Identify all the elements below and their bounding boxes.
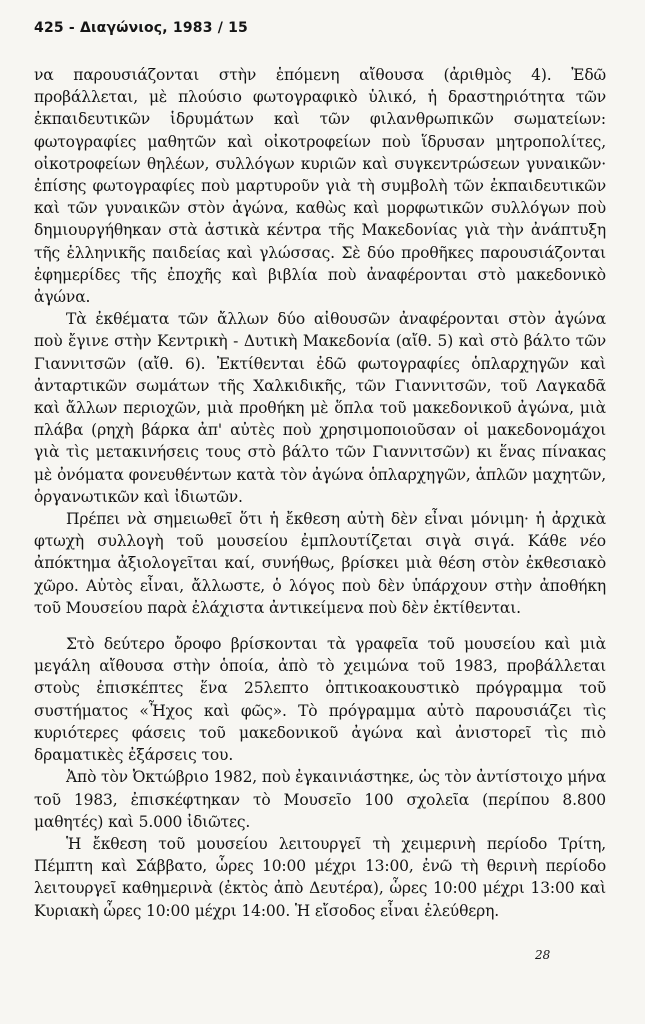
paragraph: να παρουσιάζονται στὴν ἑπόμενη αἴθουσα (ἀριθμὸς 4). Ἐδῶ προβάλλεται, μὲ πλούσιο φωτογραφικὸ ὑλικό, ἡ δραστηριότητα τῶν ἐκπαιδευτικῶν ἱδρυμάτων καὶ τῶν φιλανθρωπικῶν σωματείων: φωτογραφίες μαθητῶν καὶ οἰκοτροφείων ποὺ ἵδρυσαν μητροπολίτες, οἰκοτροφείων θηλέων, συλλόγων κυριῶν καὶ συγκεντρώσεων γυναικῶν· ἐπίσης φωτογραφίες ποὺ μαρτυροῦν γιὰ τὴ συμβολὴ τῶν ἐκπαιδευτικῶν καὶ τῶν γυναικῶν στὸν ἀγώνα, καθὼς καὶ μορφωτικῶν συλλόγων ποὺ δημιουργήθηκαν στὰ ἀστικὰ κέντρα τῆς Μακεδονίας γιὰ τὴν ἀνάπτυξη τῆς ἑλληνικῆς παιδείας καὶ γλώσσας. Σὲ δύο προθῆκες παρουσιάζονται ἐφημερίδες τῆς ἐποχῆς καὶ βιβλία ποὺ ἀναφέρονται στὸ μακεδονικὸ ἀγώνα. [34,66,606,307]
paragraph: Ἀπὸ τὸν Ὀκτώβριο 1982, ποὺ ἐγκαινιάστηκε, ὡς τὸν ἀντίστοιχο μήνα τοῦ 1983, ἐπισκέφτηκαν τὸ Μουσεῖο 100 σχολεῖα (περίπου 8.800 μαθητές) καὶ 5.000 ἰδιῶτες. [34,768,606,831]
page-number: 28 [535,948,551,962]
running-header: 425 - Διαγώνιος, 1983 / 15 [34,20,249,36]
article-body [34,64,606,922]
paragraph: Στὸ δεύτερο ὄροφο βρίσκονται τὰ γραφεῖα τοῦ μουσείου καὶ μιὰ μεγάλη αἴθουσα στὴν ὁποία, ἀπὸ τὸ χειμώνα τοῦ 1983, προβάλλεται στοὺς ἐπισκέπτες ἕνα 25λεπτο ὀπτικοακουστικὸ πρόγραμμα τοῦ συστήματος «Ἦχος καὶ φῶς». Τὸ πρόγραμμα αὐτὸ παρουσιάζει τὶς κυριότερες φάσεις τοῦ μακεδονικοῦ ἀγώνα καὶ ἀνιστορεῖ τὶς πιὸ δραματικὲς ἐξάρσεις του. [34,635,606,765]
paragraph: Τὰ ἐκθέματα τῶν ἄλλων δύο αἰθουσῶν ἀναφέρονται στὸν ἀγώνα ποὺ ἔγινε στὴν Κεντρικὴ - Δυτικὴ Μακεδονία (αἴθ. 5) καὶ στὸ βάλτο τῶν Γιαννιτσῶν (αἴθ. 6). Ἐκτίθενται ἐδῶ φωτογραφίες ὁπλαρχηγῶν καὶ ἀνταρτικῶν σωμάτων τῆς Χαλκιδικῆς, τῶν Γιαννιτσῶν, τοῦ Λαγκαδᾶ καὶ ἄλλων περιοχῶν, μιὰ προθήκη μὲ ὅπλα τοῦ μακεδονικοῦ ἀγώνα, μιὰ πλάβα (ρηχὴ βάρκα ἀπ' αὐτὲς ποὺ χρησιμοποιοῦσαν οἱ μακεδονομάχοι γιὰ τὶς μετακινήσεις τους στὸ βάλτο τῶν Γιαννιτσῶν) κι ἕνας πίνακας μὲ ὀνόματα φονευθέντων κατὰ τὸν ἀγώνα ὁπλαρχηγῶν, ἁπλῶν μαχητῶν, ὀργανωτικῶν καὶ ἰδιωτῶν. [34,310,606,506]
paragraph: Πρέπει νὰ σημειωθεῖ ὅτι ἡ ἔκθεση αὐτὴ δὲν εἶναι μόνιμη· ἡ ἀρχικὰ φτωχὴ συλλογὴ τοῦ μουσείου ἐμπλουτίζεται σιγὰ σιγά. Κάθε νέο ἀπόκτημα ἀξιολογεῖται καί, συνήθως, βρίσκει μιὰ θέση στὸν ἐκθεσιακὸ χῶρο. Αὐτὸς εἶναι, ἄλλωστε, ὁ λόγος ποὺ δὲν ὑπάρχουν στὴν ἀποθήκη τοῦ Μουσείου παρὰ ἐλάχιστα ἀντικείμενα ποὺ δὲν ἐκτίθενται. [34,510,606,617]
paragraph: Ἡ ἔκθεση τοῦ μουσείου λειτουργεῖ τὴ χειμερινὴ περίοδο Τρίτη, Πέμπτη καὶ Σάββατο, ὧρες 10:00 μέχρι 13:00, ἐνῶ τὴ θερινὴ περίοδο λειτουργεῖ καθημερινὰ (ἐκτὸς ἀπὸ Δευτέρα), ὧρες 10:00 μέχρι 13:00 καὶ Κυριακὴ ὧρες 10:00 μέχρι 14:00. Ἡ εἴσοδος εἶναι ἐλεύθερη. [34,834,606,920]
